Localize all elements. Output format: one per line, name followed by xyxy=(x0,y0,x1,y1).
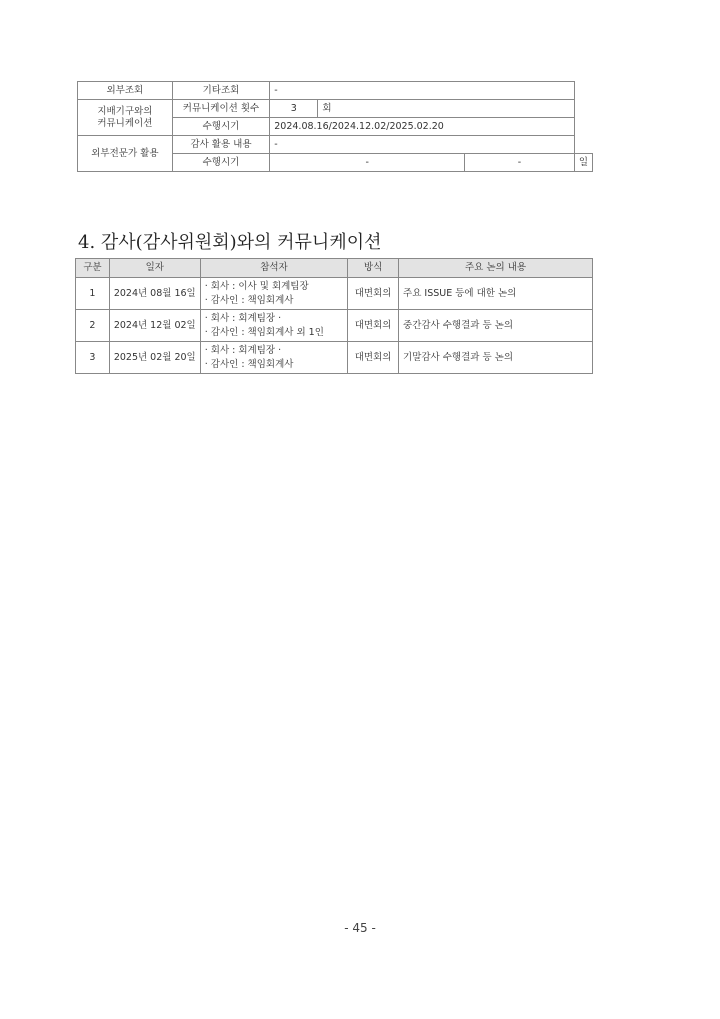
meeting-date: 2025년 02월 20일 xyxy=(109,342,200,374)
discussion-content: 주요 ISSUE 등에 대한 논의 xyxy=(399,278,593,310)
row-number: 1 xyxy=(76,278,110,310)
count-unit: 회 xyxy=(318,100,574,118)
attendees xyxy=(200,278,347,310)
row-group-label: 외부조회 xyxy=(78,82,173,100)
discussion-content: 중간감사 수행결과 등 논의 xyxy=(399,310,593,342)
attendee-company: · 회사 : 이사 및 회계팀장 xyxy=(204,280,309,292)
attendee-auditor: · 감사인 : 책임회계사 xyxy=(204,358,294,370)
audit-procedures-table xyxy=(77,81,593,172)
page-number: - 45 - xyxy=(344,921,376,935)
table-row xyxy=(76,310,593,342)
communication-count: 3 xyxy=(270,100,318,118)
attendees xyxy=(200,310,347,342)
audit-committee-communication-table xyxy=(75,258,593,374)
column-header: 방식 xyxy=(348,259,399,278)
meeting-method: 대면회의 xyxy=(348,342,399,374)
attendee-auditor: · 감사인 : 책임회계사 외 1인 xyxy=(204,326,324,338)
period-start-value: - xyxy=(270,154,465,172)
column-header: 구분 xyxy=(76,259,110,278)
attendee-company: · 회사 : 회계팀장 · xyxy=(204,312,282,324)
discussion-content: 기말감사 수행결과 등 논의 xyxy=(399,342,593,374)
table-header-row xyxy=(76,259,593,278)
row-label: 감사 활용 내용 xyxy=(172,136,270,154)
section-title: 4. 감사(감사위원회)와의 커뮤니케이션 xyxy=(78,232,382,253)
table-row xyxy=(78,82,593,100)
row-number: 2 xyxy=(76,310,110,342)
row-value: - xyxy=(270,136,575,154)
column-header: 일자 xyxy=(109,259,200,278)
row-label: 기타조회 xyxy=(172,82,270,100)
row-group-label: 지배기구와의 커뮤니케이션 xyxy=(78,100,173,136)
attendees xyxy=(200,342,347,374)
period-unit: 일 xyxy=(574,154,592,172)
meeting-method: 대면회의 xyxy=(348,310,399,342)
period-end-value: - xyxy=(465,154,575,172)
row-label: 수행시기 xyxy=(172,118,270,136)
row-label: 수행시기 xyxy=(172,154,270,172)
row-label: 커뮤니케이션 횟수 xyxy=(172,100,270,118)
row-group-label: 외부전문가 활용 xyxy=(78,136,173,172)
column-header: 주요 논의 내용 xyxy=(399,259,593,278)
attendee-auditor: · 감사인 : 책임회계사 xyxy=(204,294,294,306)
table-row xyxy=(76,278,593,310)
meeting-date: 2024년 12월 02일 xyxy=(109,310,200,342)
column-header: 참석자 xyxy=(200,259,347,278)
row-number: 3 xyxy=(76,342,110,374)
table-row xyxy=(78,136,593,154)
meeting-date: 2024년 08월 16일 xyxy=(109,278,200,310)
table-row xyxy=(76,342,593,374)
attendee-company: · 회사 : 회계팀장 · xyxy=(204,344,282,356)
row-value: 2024.08.16/2024.12.02/2025.02.20 xyxy=(270,118,575,136)
row-value: - xyxy=(270,82,575,100)
table-row xyxy=(78,100,593,118)
meeting-method: 대면회의 xyxy=(348,278,399,310)
